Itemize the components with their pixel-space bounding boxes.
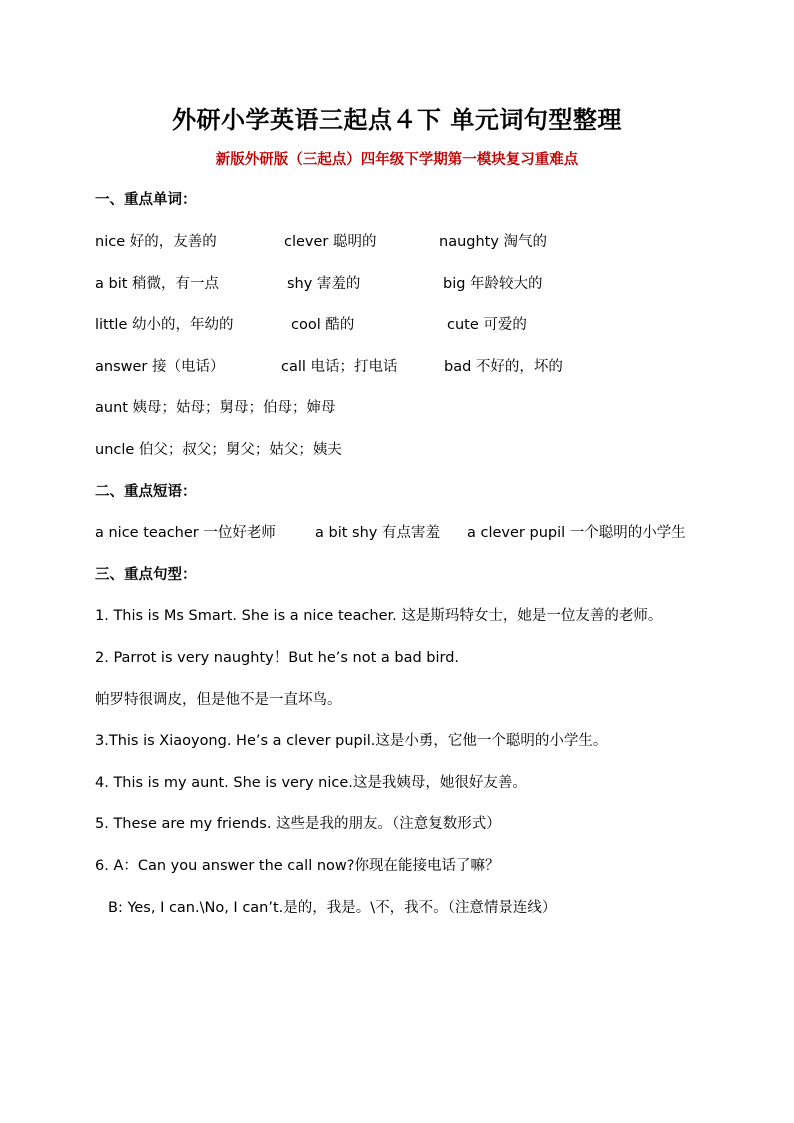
word-item: call 电话；打电话 [281, 359, 398, 375]
section-heading-phrases: 二、重点短语： [95, 484, 197, 500]
word-item: answer 接（电话） [95, 359, 225, 375]
word-item: shy 害羞的 [287, 276, 361, 292]
sentence-2: 2. Parrot is very naughty！But he’s not a bad bird. [95, 650, 460, 666]
sentence-2-translation: 帕罗特很调皮，但是他不是一直坏鸟。 [95, 692, 342, 708]
word-item: cute 可爱的 [447, 317, 527, 333]
word-item: naughty 淘气的 [439, 234, 548, 250]
word-item-aunt: aunt 姨母；姑母；舅母；伯母；婶母 [95, 400, 336, 416]
sentence-6-question: 6. A：Can you answer the call now?你现在能接电话了嘛？ [95, 858, 500, 874]
word-item: nice 好的，友善的 [95, 234, 217, 250]
sentence-1: 1. This is Ms Smart. She is a nice teacher. 这是斯玛特女士，她是一位友善的老师。 [95, 608, 663, 624]
word-item: clever 聪明的 [284, 234, 377, 250]
phrase-item: a clever pupil 一个聪明的小学生 [467, 525, 686, 541]
phrase-item: a bit shy 有点害羞 [315, 525, 440, 541]
word-item: cool 酷的 [291, 317, 355, 333]
sentence-3: 3.This is Xiaoyong. He’s a clever pupil.这是小勇，它他一个聪明的小学生。 [95, 733, 608, 749]
section-heading-sentences: 三、重点句型： [95, 567, 197, 583]
page-title: 外研小学英语三起点４下 单元词句型整理 [172, 106, 622, 134]
sentence-5: 5. These are my friends. 这些是我的朋友。（注意复数形式） [95, 816, 501, 832]
word-item: little 幼小的，年幼的 [95, 317, 234, 333]
sentence-6-answer: B: Yes, I can.\No, I can’t.是的，我是。\不，我不。（注意情景连线） [108, 900, 557, 916]
page-subtitle: 新版外研版（三起点）四年级下学期第一模块复习重难点 [215, 152, 579, 168]
word-item: a bit 稍微，有一点 [95, 276, 220, 292]
word-item-uncle: uncle 伯父；叔父；舅父；姑父；姨夫 [95, 442, 342, 458]
sentence-4: 4. This is my aunt. She is very nice.这是我姨母，她很好友善。 [95, 775, 527, 791]
word-item: bad 不好的，坏的 [444, 359, 563, 375]
phrase-item: a nice teacher 一位好老师 [95, 525, 276, 541]
word-item: big 年龄较大的 [443, 276, 543, 292]
section-heading-words: 一、重点单词： [95, 192, 197, 208]
